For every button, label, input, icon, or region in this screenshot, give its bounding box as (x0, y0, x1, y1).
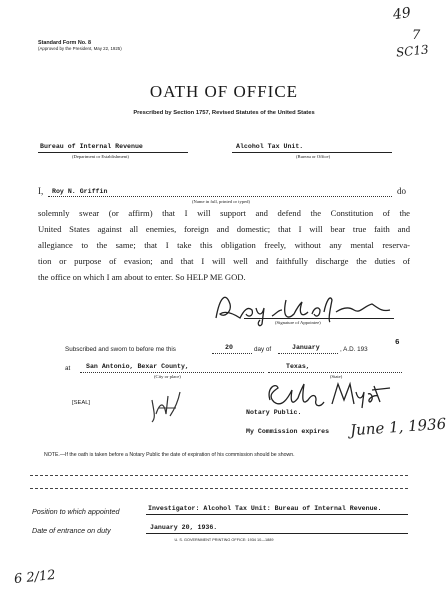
sworn-day: 20 (225, 344, 233, 351)
oath-line: solemnly swear (or affirm) that I will support and defend the Constitution of the (38, 208, 410, 218)
bureau-value: Alcohol Tax Unit. (236, 143, 304, 150)
entrance-value: January 20, 1936. (150, 524, 218, 531)
oath-line: United States against all enemies, foreign and domestic; that I will bear true faith and (38, 224, 410, 234)
position-value: Investigator: Alcohol Tax Unit: Bureau of Internal Revenue. (148, 505, 382, 512)
sworn-year-digit: 6 (395, 339, 400, 347)
position-label: Position to which appointed (32, 507, 120, 516)
notary-signature (262, 378, 392, 412)
bottom-note: 6 2/12 (13, 567, 57, 588)
margin-note-2: 7 (412, 28, 421, 43)
margin-note-1: 49 (391, 4, 412, 24)
commission-label: My Commission expires (246, 428, 330, 435)
notary-title: Notary Public. (246, 409, 302, 416)
bureau-caption: (Bureau or Office) (296, 154, 331, 159)
oath-line: tion or purpose of evasion; and that I will well and faithfully discharge the duties of (38, 256, 410, 266)
oath-line: the office on which I am about to enter. So HELP ME GOD. (38, 272, 246, 282)
oath-do: do (397, 186, 406, 196)
form-name: Standard Form No. 8 (38, 40, 92, 46)
margin-note-3: SC13 (395, 42, 430, 60)
department-caption: (Department or Establishment) (72, 154, 129, 159)
form-approval: (Approved by the President, May 22, 1925) (38, 46, 122, 51)
sworn-day-of: day of (254, 346, 272, 353)
department-value: Bureau of Internal Revenue (40, 143, 143, 150)
city-caption: (City or place) (154, 374, 181, 379)
seal-mark (146, 388, 184, 426)
page-subtitle: Prescribed by Section 1757, Revised Statutes of the United States (133, 110, 315, 116)
oath-prefix: I, (38, 186, 44, 196)
printer-line: U. S. GOVERNMENT PRINTING OFFICE: 1934 10—1889 (174, 538, 274, 542)
name-caption: (Name in full, printed or typed) (192, 199, 250, 204)
sworn-month: January (292, 344, 320, 351)
sworn-state: Texas, (286, 363, 310, 370)
sworn-city: San Antonio, Bexar County, (86, 363, 189, 370)
sworn-prefix: Subscribed and sworn to before me this (65, 346, 176, 353)
entrance-label: Date of entrance on duty (32, 526, 111, 535)
sworn-ad: , A.D. 193 (340, 346, 368, 353)
commission-date: June 1, 1936 (349, 414, 447, 440)
signature-caption: (Signature of Appointee) (275, 320, 321, 325)
state-caption: (State) (330, 374, 343, 379)
sworn-at: at (65, 365, 71, 372)
oath-line: allegiance to the same; that I take this obligation freely, without any mental reserva- (38, 240, 410, 250)
page-title: OATH OF OFFICE (149, 82, 299, 101)
appointee-name: Roy N. Griffin (52, 188, 108, 195)
oath-text (38, 205, 410, 285)
note: NOTE.—If the oath is taken before a Notary Public the date of expiration of his commission should be shown. (44, 452, 295, 458)
seal-label: [SEAL] (72, 400, 91, 406)
